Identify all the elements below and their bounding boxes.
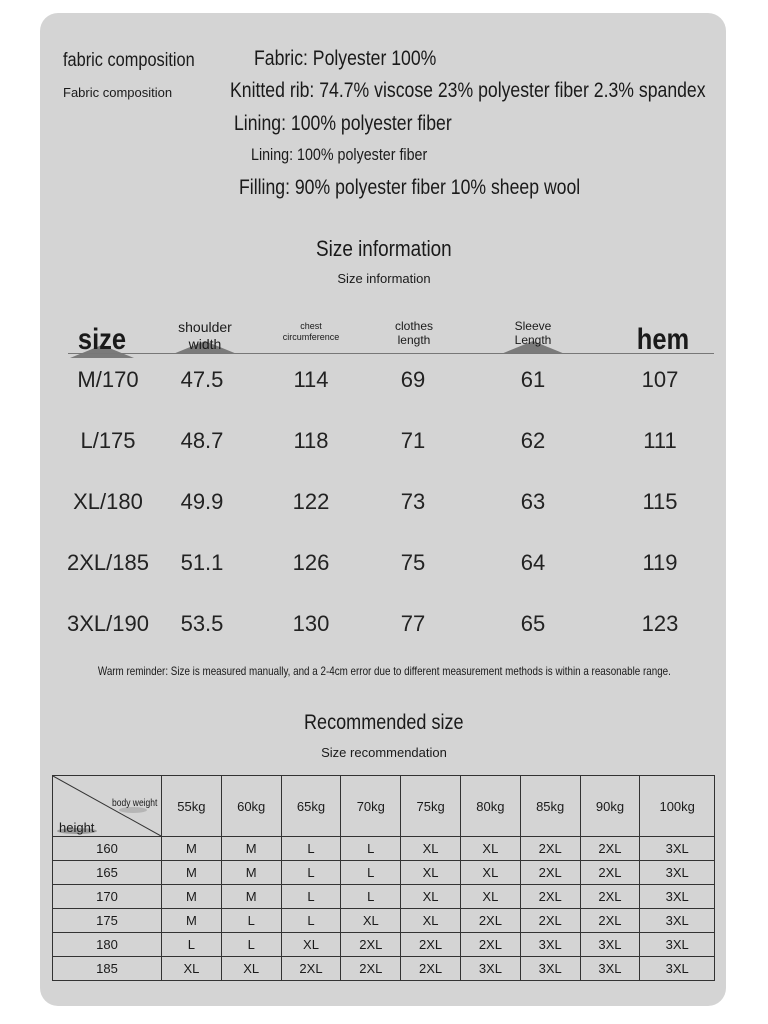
- corner-body-weight: body weight: [111, 798, 157, 809]
- size-value-cell: 47.5: [180, 367, 224, 392]
- recommended-size-cell: 3XL: [520, 957, 580, 981]
- recommended-size-cell: M: [162, 909, 222, 933]
- header-chest-circumference: chest circumference: [282, 321, 340, 342]
- header-shoulder-width: shoulder width: [165, 319, 245, 354]
- recommended-size-cell: XL: [341, 909, 401, 933]
- size-value-cell: 115: [642, 489, 678, 514]
- recommended-size-cell: 2XL: [341, 933, 401, 957]
- height-cell: 165: [53, 861, 162, 885]
- recommended-size-cell: M: [162, 861, 222, 885]
- recommended-size-cell: 2XL: [580, 909, 640, 933]
- recommended-size-cell: 3XL: [640, 885, 715, 909]
- recommended-size-cell: L: [281, 885, 341, 909]
- size-value-cell: 61: [520, 367, 546, 392]
- header-divider: [68, 353, 714, 354]
- recommended-size-cell: 3XL: [460, 957, 520, 981]
- header-hem: hem: [636, 323, 690, 356]
- recommended-size-cell: 3XL: [580, 957, 640, 981]
- size-value-cell: 75: [400, 550, 426, 575]
- size-value-cell: 63: [520, 489, 546, 514]
- recommended-size-cell: 3XL: [640, 837, 715, 861]
- recommend-row: [53, 885, 715, 909]
- recommended-size-cell: L: [221, 933, 281, 957]
- size-value-cell: 53.5: [180, 611, 224, 636]
- recommended-size-cell: 2XL: [520, 861, 580, 885]
- recommended-size-cell: 3XL: [640, 957, 715, 981]
- header-clothes-length: clothes length: [394, 319, 434, 348]
- size-value-cell: 71: [400, 428, 426, 453]
- size-value-cell: 130: [292, 611, 330, 636]
- recommended-size-cell: 2XL: [460, 909, 520, 933]
- size-value-cell: 114: [293, 367, 329, 392]
- height-cell: 185: [53, 957, 162, 981]
- recommended-size-cell: 2XL: [341, 957, 401, 981]
- recommended-size-cell: M: [221, 861, 281, 885]
- recommended-size-cell: L: [221, 909, 281, 933]
- weight-header-cell: 90kg: [580, 776, 640, 837]
- recommended-size-cell: L: [281, 861, 341, 885]
- size-value-cell: 73: [400, 489, 426, 514]
- size-value-cell: 111: [643, 428, 677, 453]
- fabric-title: fabric composition: [63, 50, 195, 71]
- fabric-line-fabric: Fabric: Polyester 100%: [254, 47, 437, 70]
- fabric-line-lining-small: Lining: 100% polyester fiber: [251, 145, 428, 164]
- recommended-size-cell: L: [341, 861, 401, 885]
- weight-header-cell: 75kg: [401, 776, 461, 837]
- size-value-cell: 77: [400, 611, 426, 636]
- size-label-cell: 2XL/185: [67, 550, 149, 575]
- height-cell: 175: [53, 909, 162, 933]
- recommended-size-cell: L: [281, 837, 341, 861]
- recommended-size-cell: M: [221, 837, 281, 861]
- recommended-size-cell: M: [221, 885, 281, 909]
- recommend-header-row: [53, 776, 715, 837]
- size-value-cell: 107: [641, 367, 679, 392]
- weight-header-cell: 55kg: [162, 776, 222, 837]
- recommended-size-cell: 3XL: [520, 933, 580, 957]
- recommended-size-cell: 2XL: [401, 957, 461, 981]
- size-info-subtitle: Size information: [337, 271, 431, 286]
- recommended-size-cell: XL: [221, 957, 281, 981]
- size-label-cell: M/170: [77, 367, 139, 392]
- size-value-cell: 118: [293, 428, 329, 453]
- weight-header-cell: 65kg: [281, 776, 341, 837]
- fabric-line-filling: Filling: 90% polyester fiber 10% sheep wool: [239, 176, 581, 199]
- weight-header-cell: 100kg: [640, 776, 715, 837]
- size-label-cell: 3XL/190: [67, 611, 149, 636]
- recommended-size-cell: 2XL: [281, 957, 341, 981]
- recommend-subtitle: Size recommendation: [321, 745, 447, 760]
- recommended-size-cell: 2XL: [580, 885, 640, 909]
- recommended-size-cell: XL: [460, 885, 520, 909]
- weight-header-cell: 70kg: [341, 776, 401, 837]
- size-value-cell: 65: [520, 611, 546, 636]
- recommended-size-cell: L: [341, 837, 401, 861]
- size-label-cell: L/175: [80, 428, 136, 453]
- recommended-size-cell: 2XL: [520, 885, 580, 909]
- size-value-cell: 62: [520, 428, 546, 453]
- recommended-size-cell: XL: [401, 909, 461, 933]
- recommend-row: [53, 957, 715, 981]
- corner-height: height: [59, 820, 95, 835]
- recommended-size-cell: 2XL: [520, 909, 580, 933]
- size-label-cell: XL/180: [73, 489, 143, 514]
- recommended-size-cell: L: [341, 885, 401, 909]
- size-value-cell: 119: [642, 550, 678, 575]
- size-value-cell: 48.7: [180, 428, 224, 453]
- recommend-corner-cell: [53, 776, 162, 837]
- weight-header-cell: 60kg: [221, 776, 281, 837]
- recommended-size-cell: M: [162, 885, 222, 909]
- size-value-cell: 64: [520, 550, 546, 575]
- recommended-size-cell: L: [281, 909, 341, 933]
- recommend-row: [53, 909, 715, 933]
- recommend-row: [53, 861, 715, 885]
- recommended-size-cell: 2XL: [580, 861, 640, 885]
- recommended-size-cell: 3XL: [640, 861, 715, 885]
- recommended-size-cell: XL: [281, 933, 341, 957]
- warm-reminder: Warm reminder: Size is measured manually, and a 2-4cm error due to different measurement methods is within a reasonable range.: [97, 664, 671, 678]
- recommended-size-cell: 3XL: [640, 909, 715, 933]
- height-cell: 170: [53, 885, 162, 909]
- fabric-subtitle: Fabric composition: [63, 85, 173, 100]
- recommended-size-cell: XL: [162, 957, 222, 981]
- recommend-title: Recommended size: [304, 711, 464, 734]
- recommended-size-cell: M: [162, 837, 222, 861]
- recommended-size-cell: XL: [401, 861, 461, 885]
- recommended-size-cell: XL: [401, 885, 461, 909]
- recommended-size-cell: XL: [401, 837, 461, 861]
- height-cell: 180: [53, 933, 162, 957]
- recommended-size-cell: 3XL: [640, 933, 715, 957]
- recommend-row: [53, 933, 715, 957]
- recommend-row: [53, 837, 715, 861]
- recommended-size-cell: 2XL: [520, 837, 580, 861]
- recommended-size-cell: 2XL: [401, 933, 461, 957]
- size-value-cell: 126: [292, 550, 330, 575]
- recommended-size-cell: 2XL: [460, 933, 520, 957]
- recommended-size-cell: L: [162, 933, 222, 957]
- recommended-size-cell: XL: [460, 837, 520, 861]
- weight-header-cell: 80kg: [460, 776, 520, 837]
- size-value-cell: 51.1: [180, 550, 224, 575]
- recommend-table: [52, 775, 715, 981]
- size-value-cell: 49.9: [180, 489, 224, 514]
- size-info-title: Size information: [316, 236, 452, 261]
- size-value-cell: 123: [641, 611, 679, 636]
- recommended-size-cell: 2XL: [580, 837, 640, 861]
- fabric-line-lining: Lining: 100% polyester fiber: [234, 112, 452, 135]
- fabric-line-knitted-rib: Knitted rib: 74.7% viscose 23% polyester fiber 2.3% spandex: [230, 79, 706, 102]
- recommended-size-cell: 3XL: [580, 933, 640, 957]
- header-sleeve-length: Sleeve Length: [493, 319, 573, 354]
- height-cell: 160: [53, 837, 162, 861]
- size-value-cell: 122: [292, 489, 330, 514]
- recommended-size-cell: XL: [460, 861, 520, 885]
- header-size: size: [70, 322, 134, 358]
- size-value-cell: 69: [400, 367, 426, 392]
- weight-header-cell: 85kg: [520, 776, 580, 837]
